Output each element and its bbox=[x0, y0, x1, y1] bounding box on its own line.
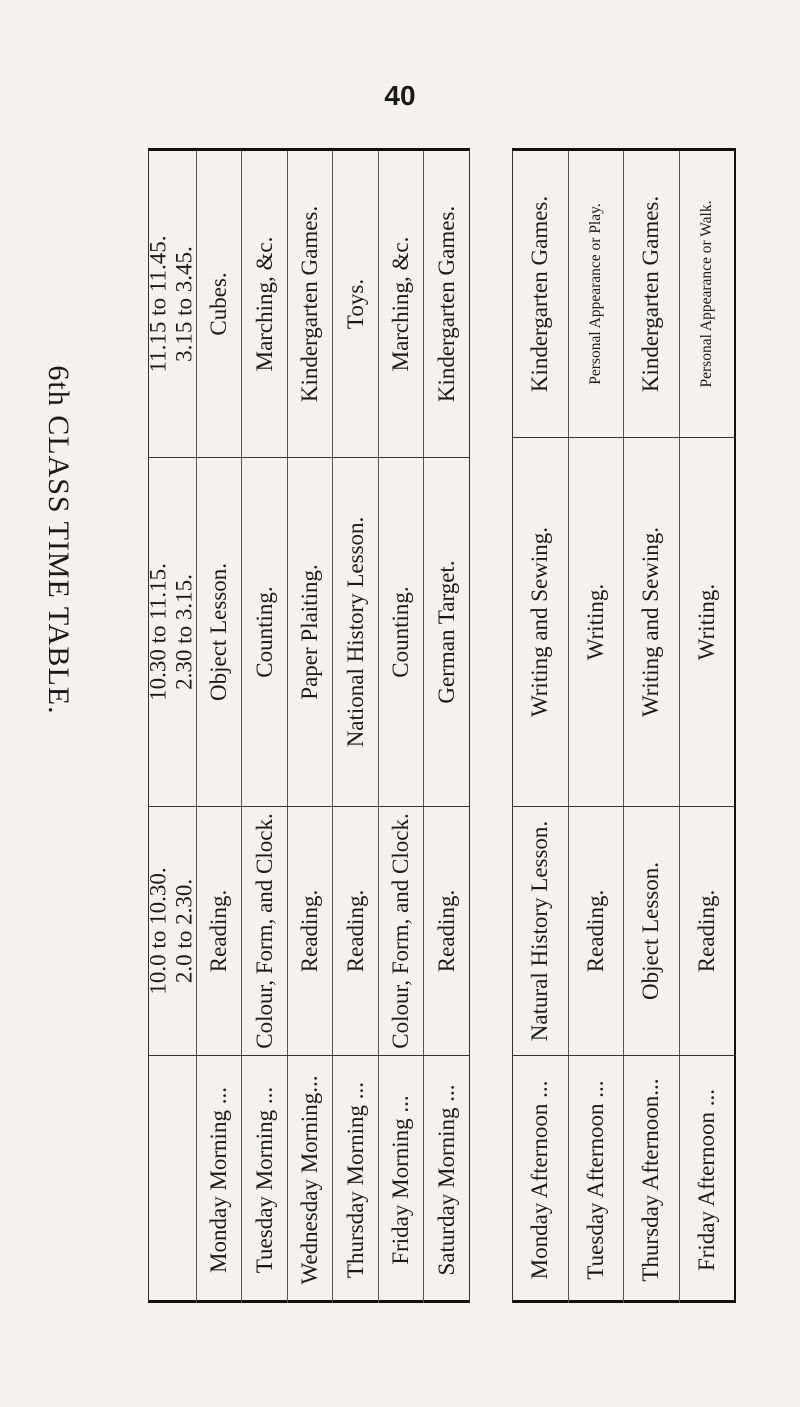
lesson-cell: Object Lesson. bbox=[623, 807, 679, 1055]
day-label: Monday Morning ... bbox=[196, 1056, 242, 1303]
lesson-cell: Reading. bbox=[332, 807, 378, 1055]
afternoon-day-labels bbox=[513, 1056, 734, 1303]
period-time-header: 10.30 to 11.15. 2.30 to 3.15. bbox=[145, 563, 198, 701]
lesson-cell: Counting. bbox=[378, 458, 424, 806]
lesson-cell: Counting. bbox=[241, 458, 287, 806]
day-label: Friday Afternoon ... bbox=[679, 1056, 735, 1303]
page-number: 40 bbox=[384, 80, 416, 111]
morning-timetable bbox=[145, 148, 470, 1303]
lesson-cell: Colour, Form, and Clock. bbox=[241, 807, 287, 1055]
lesson-cell: Writing and Sewing. bbox=[527, 526, 553, 718]
day-label: Saturday Morning ... bbox=[423, 1056, 469, 1303]
lesson-cell: Object Lesson. bbox=[196, 458, 242, 806]
morning-period-2 bbox=[145, 458, 469, 807]
day-label: Thursday Afternoon... bbox=[623, 1056, 679, 1303]
morning-period-3 bbox=[145, 151, 469, 458]
lesson-cell: Kindergarten Games. bbox=[423, 151, 469, 457]
day-label: Friday Morning ... bbox=[378, 1056, 424, 1303]
lesson-cell: Writing and Sewing. bbox=[623, 438, 679, 806]
afternoon-period-3 bbox=[513, 151, 734, 438]
day-label: Wednesday Morning... bbox=[287, 1056, 333, 1303]
day-label: Thursday Morning ... bbox=[332, 1056, 378, 1303]
day-label: Monday Afternoon ... bbox=[527, 1080, 553, 1279]
lesson-cell: Personal Appearance or Play. bbox=[568, 151, 624, 437]
day-label: Tuesday Morning ... bbox=[241, 1056, 287, 1303]
lesson-cell: Kindergarten Games. bbox=[527, 195, 553, 393]
afternoon-period-2 bbox=[513, 438, 734, 807]
lesson-cell: Reading. bbox=[679, 807, 735, 1055]
lesson-cell: National History Lesson. bbox=[332, 458, 378, 806]
lesson-cell: Cubes. bbox=[196, 151, 242, 457]
lesson-cell: Natural History Lesson. bbox=[527, 820, 553, 1042]
lesson-cell: Reading. bbox=[287, 807, 333, 1055]
lesson-cell: Reading. bbox=[423, 807, 469, 1055]
period-time-header: 11.15 to 11.45. 3.15 to 3.45. bbox=[145, 235, 198, 373]
lesson-cell: Reading. bbox=[196, 807, 242, 1055]
lesson-cell: German Target. bbox=[423, 458, 469, 806]
period-time-header: 10.0 to 10.30. 2.0 to 2.30. bbox=[145, 867, 198, 995]
lesson-cell: Toys. bbox=[332, 151, 378, 457]
morning-day-labels bbox=[149, 1056, 469, 1303]
lesson-cell: Writing. bbox=[568, 438, 624, 806]
lesson-cell: Marching, &c. bbox=[241, 151, 287, 457]
timetable-title: 6th CLASS TIME TABLE. bbox=[42, 365, 75, 715]
lesson-cell: Kindergarten Games. bbox=[287, 151, 333, 457]
lesson-cell: Reading. bbox=[568, 807, 624, 1055]
lesson-cell: Colour, Form, and Clock. bbox=[378, 807, 424, 1055]
afternoon-period-1 bbox=[513, 807, 734, 1056]
lesson-cell: Writing. bbox=[679, 438, 735, 806]
day-header-spacer bbox=[149, 1056, 196, 1303]
morning-period-1 bbox=[145, 807, 469, 1056]
afternoon-timetable bbox=[512, 148, 736, 1303]
lesson-cell: Paper Plaiting. bbox=[287, 458, 333, 806]
lesson-cell: Kindergarten Games. bbox=[623, 151, 679, 437]
day-label: Tuesday Afternoon ... bbox=[568, 1056, 624, 1303]
lesson-cell: Marching, &c. bbox=[378, 151, 424, 457]
lesson-cell: Personal Appearance or Walk. bbox=[679, 151, 735, 437]
